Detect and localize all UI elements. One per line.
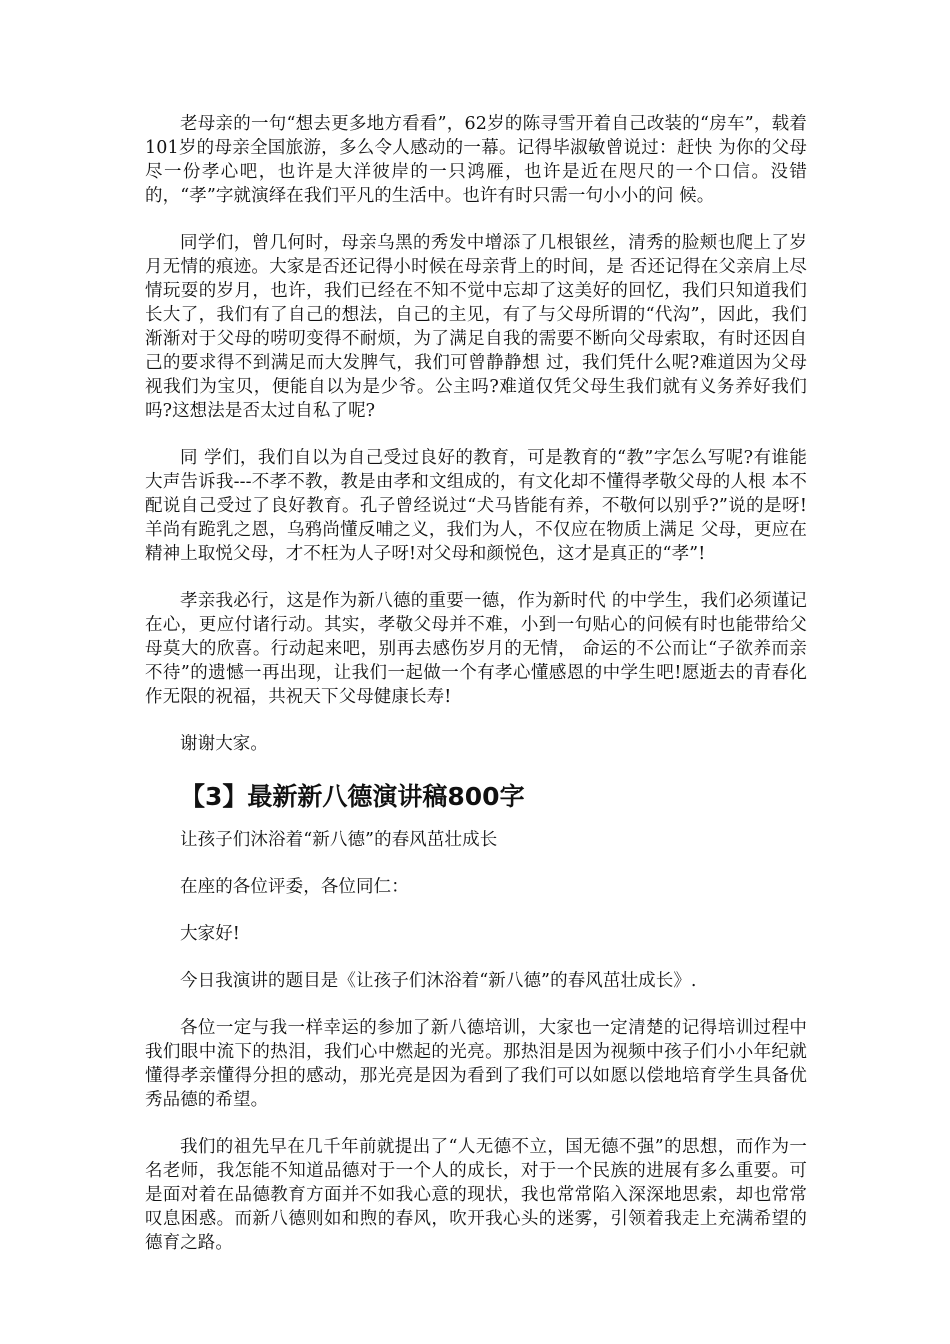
paragraph-classmates-memories: 同学们，曾几何时，母亲乌黑的秀发中增添了几根银丝，清秀的脸颊也爬上了岁月无情的痕迹。大家是否还记得小时候在母亲背上的时间，是 否还记得在父亲肩上尽情玩耍的岁月，也许，我们已经在不知不觉中忘却了这美好的回忆，我们只知道我们长大了，我们有了自己的想法，自己的主见，有了与父母所谓的“代沟”，因此，我们渐渐对于父母的唠叨变得不耐烦，为了满足自我的需要不断向父母索取，有时还因自己的要求得不到满足而大发脾气，我们可曾静静想 过，我们凭什么呢?难道因为父母视我们为宝贝，便能自以为是少爷。公主吗?难道仅凭父母生我们就有义务养好我们吗?这想法是否太过自私了呢? [145,233,807,421]
paragraph-topic: 今日我演讲的题目是《让孩子们沐浴着“新八德”的春风茁壮成长》. [180,971,697,991]
document-page [145,112,807,1278]
paragraph-training: 各位一定与我一样幸运的参加了新八德培训，大家也一定清楚的记得培训过程中我们眼中流下的热泪，我们心中燃起的光亮。那热泪是因为视频中孩子们小小年纪就懂得孝亲懂得分担的感动，那光亮是因为看到了我们可以如愿以偿地培育学生具备优秀品德的希望。 [145,1018,807,1110]
paragraph-thanks: 谢谢大家。 [180,734,268,754]
paragraph-greeting-judges: 在座的各位评委，各位同仁： [180,877,409,897]
section-heading: 【3】最新新八德演讲稿800字 [180,782,525,811]
paragraph-hello: 大家好! [180,924,240,944]
paragraph-mother-travel: 老母亲的一句“想去更多地方看看”，62岁的陈寻雪开着自己改装的“房车”，载着101岁的母亲全国旅游，多么令人感动的一幕。记得毕淑敏曾说过：赶快 为你的父母尽一份孝心吧，也许是大洋彼岸的一只鸿雁，也许是近在咫尺的一个口信。没错的，“孝”字就演绎在我们平凡的生活中。也许有时只需一句小小的问 候。 [145,114,807,206]
paragraph-ancestors: 我们的祖先早在几千年前就提出了“人无德不立，国无德不强”的思想，而作为一名老师，我怎能不知道品德对于一个人的成长，对于一个民族的进展有多么重要。可是面对着在品德教育方面并不如我心意的现状，我也常常陷入深深地思索，却也常常叹息困惑。而新八德则如和煦的春风，吹开我心头的迷雾，引领着我走上充满希望的德育之路。 [145,1137,807,1253]
paragraph-education-filial: 同 学们，我们自以为自己受过良好的教育，可是教育的“教”字怎么写呢?有谁能大声告诉我---不孝不教，教是由孝和文组成的，有文化却不懂得孝敬父母的人根 本不配说自己受过了良好教育。孔子曾经说过“犬马皆能有养，不敬何以别乎?”说的是呀!羊尚有跪乳之恩，乌鸦尚懂反哺之义，我们为人，不仅应在物质上满足 父母，更应在精神上取悦父母，才不枉为人子呀!对父母和颜悦色，这才是真正的“孝”! [145,448,807,564]
paragraph-filial-action: 孝亲我必行，这是作为新八德的重要一德，作为新时代 的中学生，我们必须谨记在心，更应付诸行动。其实，孝敬父母并不难，小到一句贴心的问候有时也能带给父母莫大的欣喜。行动起来吧，别再去感伤岁月的无情， 命运的不公而让“子欲养而亲不待”的遗憾一再出现，让我们一起做一个有孝心懂感恩的中学生吧!愿逝去的青春化作无限的祝福，共祝天下父母健康长寿! [145,591,807,707]
paragraph-speech-title: 让孩子们沐浴着“新八德”的春风茁壮成长 [180,830,498,850]
